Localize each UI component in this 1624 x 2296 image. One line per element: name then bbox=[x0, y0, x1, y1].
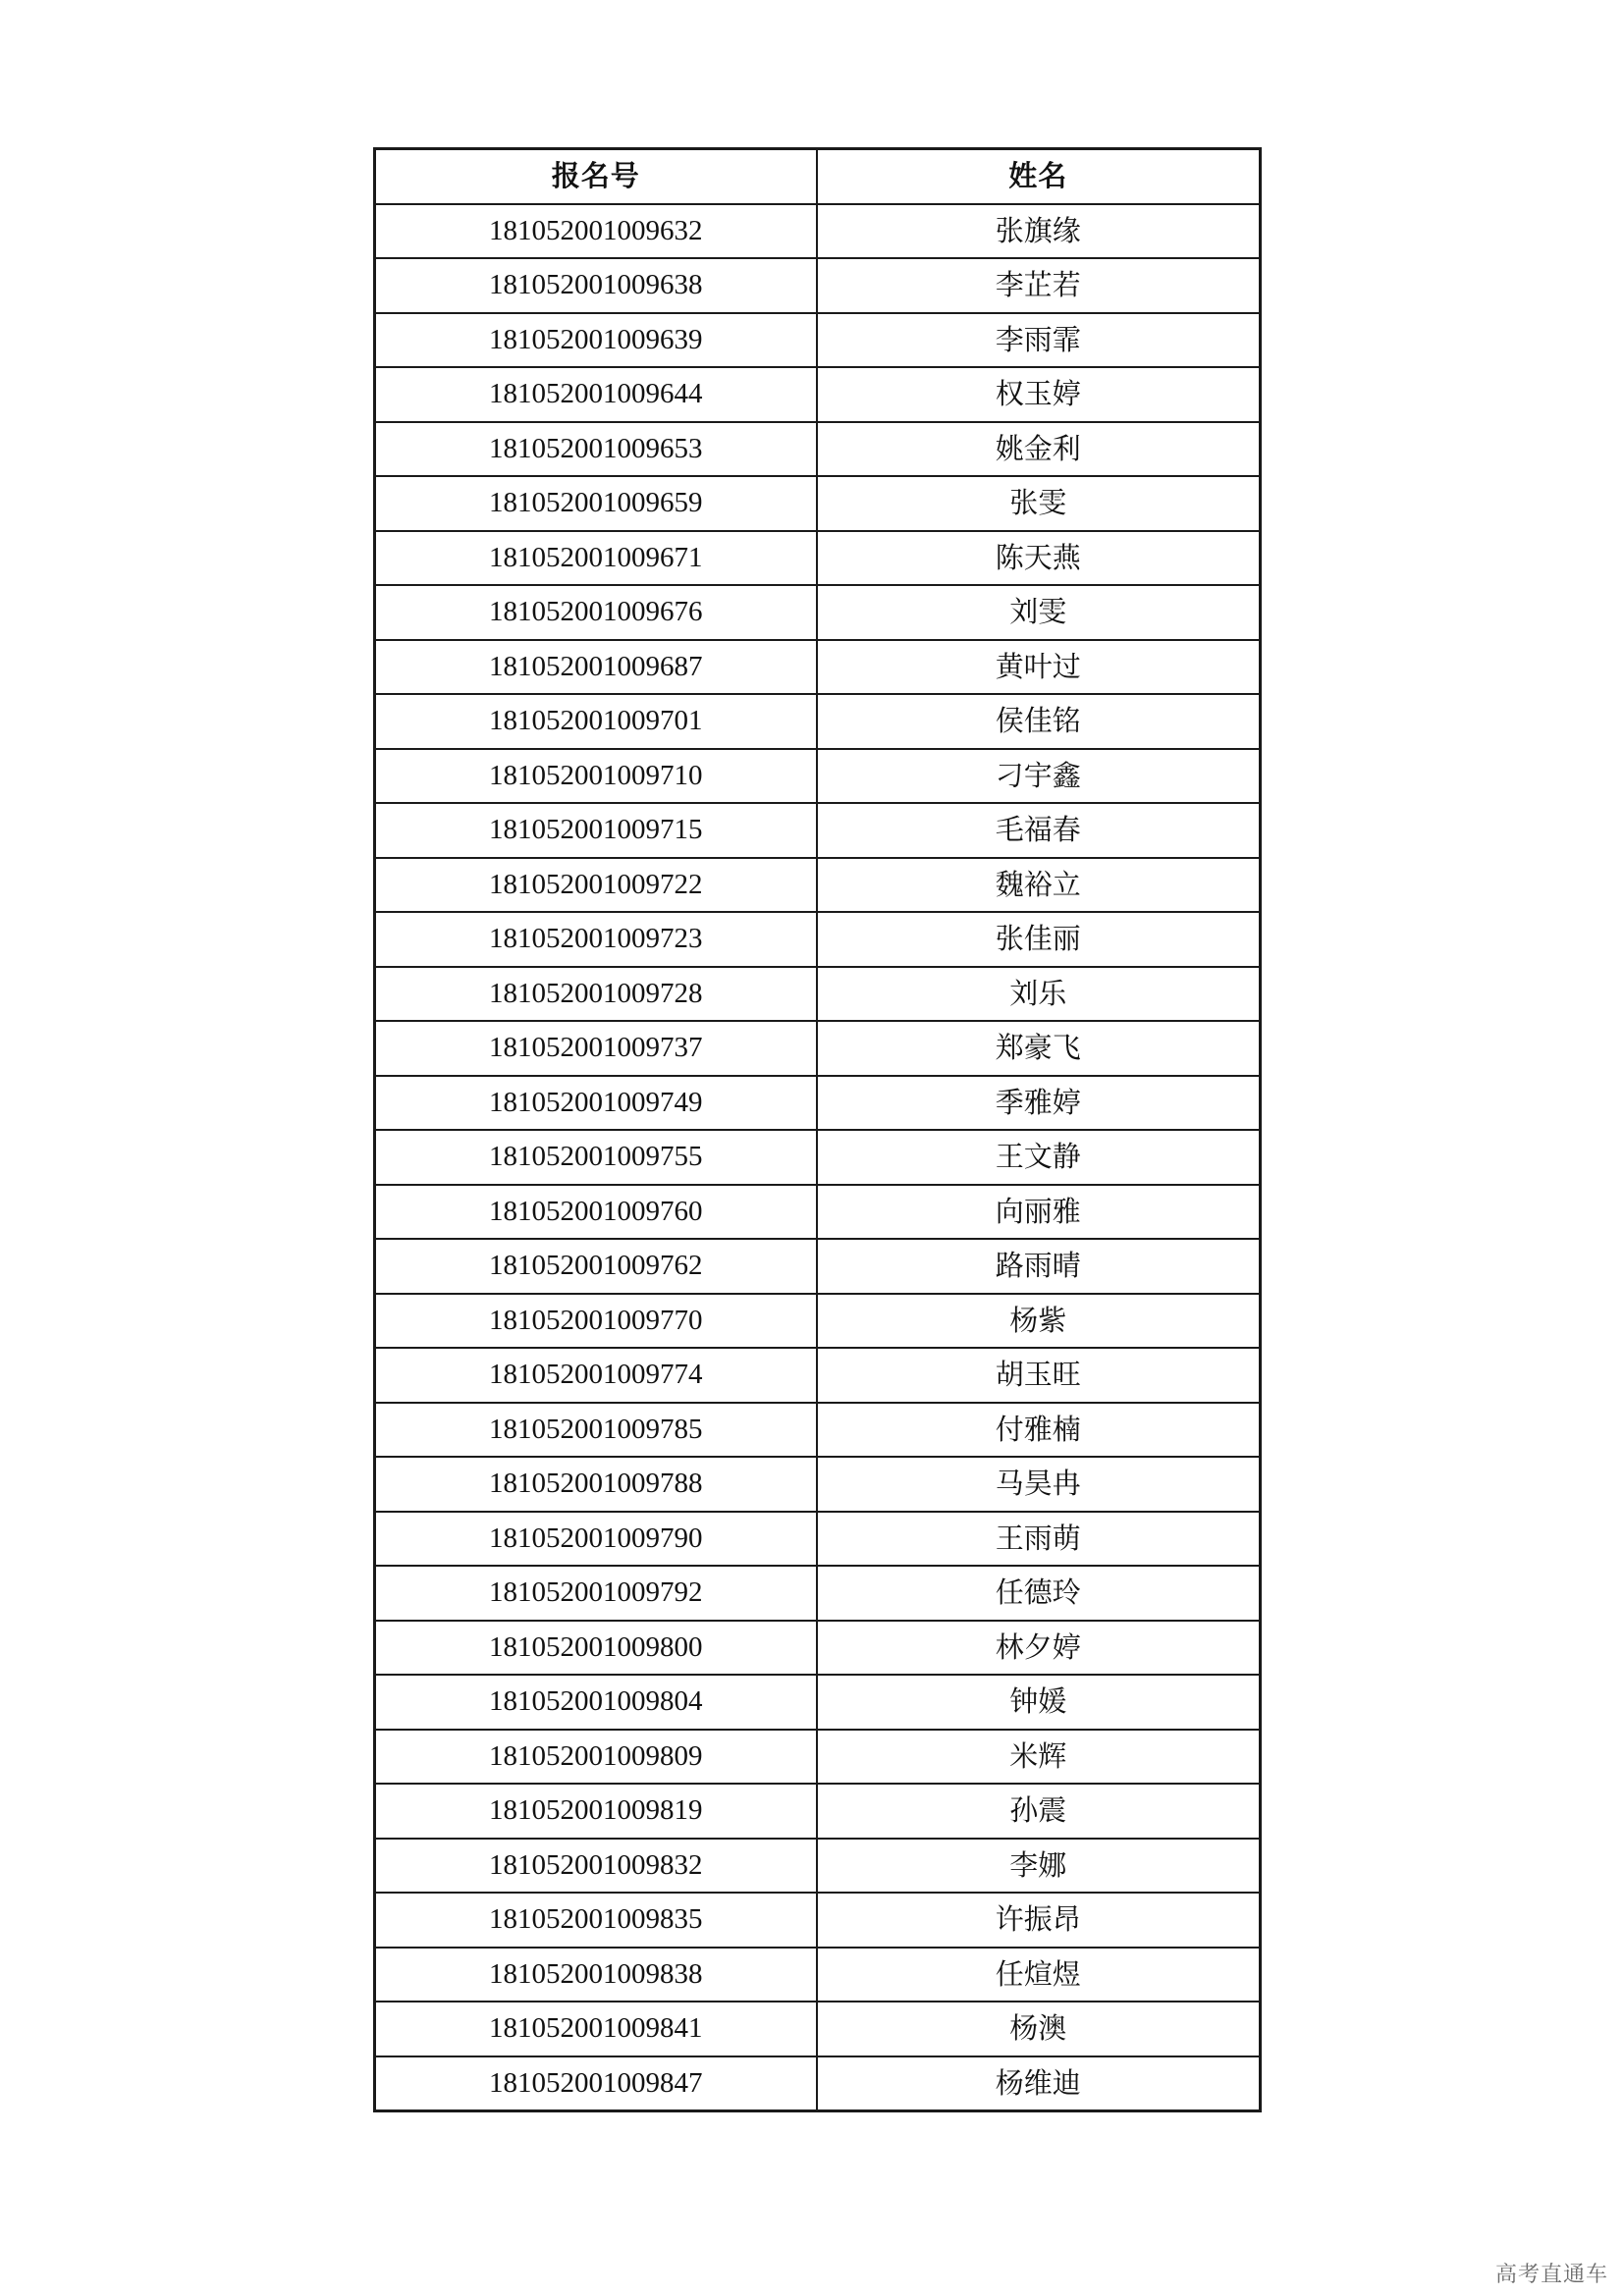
table-row bbox=[375, 1948, 1261, 2002]
table-row bbox=[375, 912, 1261, 967]
table-row bbox=[375, 1185, 1261, 1240]
name-cell: 刘雯 bbox=[817, 585, 1261, 640]
name-cell: 钟媛 bbox=[817, 1675, 1261, 1730]
applicant-table bbox=[373, 147, 1262, 2112]
name-cell: 魏裕立 bbox=[817, 858, 1261, 913]
document-page bbox=[373, 147, 1259, 2112]
table-row bbox=[375, 1403, 1261, 1458]
registration-number-cell: 181052001009762 bbox=[375, 1239, 817, 1294]
name-cell: 权玉婷 bbox=[817, 367, 1261, 422]
table-row bbox=[375, 476, 1261, 531]
table-row bbox=[375, 1839, 1261, 1894]
registration-number-cell: 181052001009737 bbox=[375, 1021, 817, 1076]
registration-number-cell: 181052001009800 bbox=[375, 1621, 817, 1676]
table-row bbox=[375, 1730, 1261, 1785]
table-row bbox=[375, 1784, 1261, 1839]
table-row bbox=[375, 694, 1261, 749]
watermark-text: 高考直通车 bbox=[1494, 2263, 1608, 2287]
table-row bbox=[375, 367, 1261, 422]
registration-number-cell: 181052001009835 bbox=[375, 1893, 817, 1948]
table-row bbox=[375, 204, 1261, 259]
name-cell: 米辉 bbox=[817, 1730, 1261, 1785]
table-header bbox=[375, 149, 1261, 204]
registration-number-cell: 181052001009638 bbox=[375, 258, 817, 313]
table-row bbox=[375, 803, 1261, 858]
registration-number-cell: 181052001009653 bbox=[375, 422, 817, 477]
name-cell: 李雨霏 bbox=[817, 313, 1261, 368]
registration-number-cell: 181052001009774 bbox=[375, 1348, 817, 1403]
name-cell: 杨澳 bbox=[817, 2002, 1261, 2056]
name-cell: 王雨萌 bbox=[817, 1512, 1261, 1567]
registration-number-cell: 181052001009687 bbox=[375, 640, 817, 695]
header-row bbox=[375, 149, 1261, 204]
table-row bbox=[375, 1239, 1261, 1294]
registration-number-cell: 181052001009832 bbox=[375, 1839, 817, 1894]
table-row bbox=[375, 967, 1261, 1022]
column-header-name: 姓名 bbox=[817, 149, 1261, 204]
registration-number-cell: 181052001009785 bbox=[375, 1403, 817, 1458]
table-row bbox=[375, 858, 1261, 913]
registration-number-cell: 181052001009841 bbox=[375, 2002, 817, 2056]
registration-number-cell: 181052001009788 bbox=[375, 1457, 817, 1512]
registration-number-cell: 181052001009722 bbox=[375, 858, 817, 913]
name-cell: 陈天燕 bbox=[817, 531, 1261, 586]
name-cell: 刘乐 bbox=[817, 967, 1261, 1022]
registration-number-cell: 181052001009676 bbox=[375, 585, 817, 640]
table-row bbox=[375, 749, 1261, 804]
table-body bbox=[375, 204, 1261, 2111]
name-cell: 马昊冉 bbox=[817, 1457, 1261, 1512]
name-cell: 张佳丽 bbox=[817, 912, 1261, 967]
registration-number-cell: 181052001009728 bbox=[375, 967, 817, 1022]
registration-number-cell: 181052001009804 bbox=[375, 1675, 817, 1730]
name-cell: 付雅楠 bbox=[817, 1403, 1261, 1458]
registration-number-cell: 181052001009639 bbox=[375, 313, 817, 368]
registration-number-cell: 181052001009809 bbox=[375, 1730, 817, 1785]
column-header-registration-number: 报名号 bbox=[375, 149, 817, 204]
table-row bbox=[375, 1893, 1261, 1948]
name-cell: 黄叶过 bbox=[817, 640, 1261, 695]
name-cell: 毛福春 bbox=[817, 803, 1261, 858]
registration-number-cell: 181052001009838 bbox=[375, 1948, 817, 2002]
name-cell: 张旗缘 bbox=[817, 204, 1261, 259]
registration-number-cell: 181052001009659 bbox=[375, 476, 817, 531]
registration-number-cell: 181052001009710 bbox=[375, 749, 817, 804]
name-cell: 林夕婷 bbox=[817, 1621, 1261, 1676]
name-cell: 郑豪飞 bbox=[817, 1021, 1261, 1076]
table-row bbox=[375, 258, 1261, 313]
table-row bbox=[375, 1076, 1261, 1131]
registration-number-cell: 181052001009671 bbox=[375, 531, 817, 586]
registration-number-cell: 181052001009632 bbox=[375, 204, 817, 259]
registration-number-cell: 181052001009792 bbox=[375, 1566, 817, 1621]
table-row bbox=[375, 1348, 1261, 1403]
table-row bbox=[375, 1621, 1261, 1676]
table-row bbox=[375, 1512, 1261, 1567]
name-cell: 任德玲 bbox=[817, 1566, 1261, 1621]
registration-number-cell: 181052001009644 bbox=[375, 367, 817, 422]
name-cell: 胡玉旺 bbox=[817, 1348, 1261, 1403]
name-cell: 路雨晴 bbox=[817, 1239, 1261, 1294]
name-cell: 李娜 bbox=[817, 1839, 1261, 1894]
table-row bbox=[375, 1457, 1261, 1512]
table-row bbox=[375, 313, 1261, 368]
name-cell: 王文静 bbox=[817, 1130, 1261, 1185]
name-cell: 李芷若 bbox=[817, 258, 1261, 313]
registration-number-cell: 181052001009770 bbox=[375, 1294, 817, 1349]
registration-number-cell: 181052001009701 bbox=[375, 694, 817, 749]
registration-number-cell: 181052001009715 bbox=[375, 803, 817, 858]
name-cell: 许振昂 bbox=[817, 1893, 1261, 1948]
name-cell: 任煊煜 bbox=[817, 1948, 1261, 2002]
table-row bbox=[375, 1294, 1261, 1349]
registration-number-cell: 181052001009755 bbox=[375, 1130, 817, 1185]
table-row bbox=[375, 2002, 1261, 2056]
name-cell: 张雯 bbox=[817, 476, 1261, 531]
name-cell: 向丽雅 bbox=[817, 1185, 1261, 1240]
table-row bbox=[375, 1130, 1261, 1185]
table-row bbox=[375, 1566, 1261, 1621]
table-row bbox=[375, 422, 1261, 477]
registration-number-cell: 181052001009760 bbox=[375, 1185, 817, 1240]
name-cell: 侯佳铭 bbox=[817, 694, 1261, 749]
name-cell: 孙震 bbox=[817, 1784, 1261, 1839]
registration-number-cell: 181052001009847 bbox=[375, 2056, 817, 2111]
name-cell: 刁宇鑫 bbox=[817, 749, 1261, 804]
name-cell: 姚金利 bbox=[817, 422, 1261, 477]
table-row bbox=[375, 1021, 1261, 1076]
table-row bbox=[375, 585, 1261, 640]
registration-number-cell: 181052001009749 bbox=[375, 1076, 817, 1131]
table-row bbox=[375, 531, 1261, 586]
name-cell: 杨维迪 bbox=[817, 2056, 1261, 2111]
registration-number-cell: 181052001009819 bbox=[375, 1784, 817, 1839]
table-row bbox=[375, 1675, 1261, 1730]
table-row bbox=[375, 2056, 1261, 2111]
registration-number-cell: 181052001009790 bbox=[375, 1512, 817, 1567]
registration-number-cell: 181052001009723 bbox=[375, 912, 817, 967]
name-cell: 杨紫 bbox=[817, 1294, 1261, 1349]
name-cell: 季雅婷 bbox=[817, 1076, 1261, 1131]
table-row bbox=[375, 640, 1261, 695]
